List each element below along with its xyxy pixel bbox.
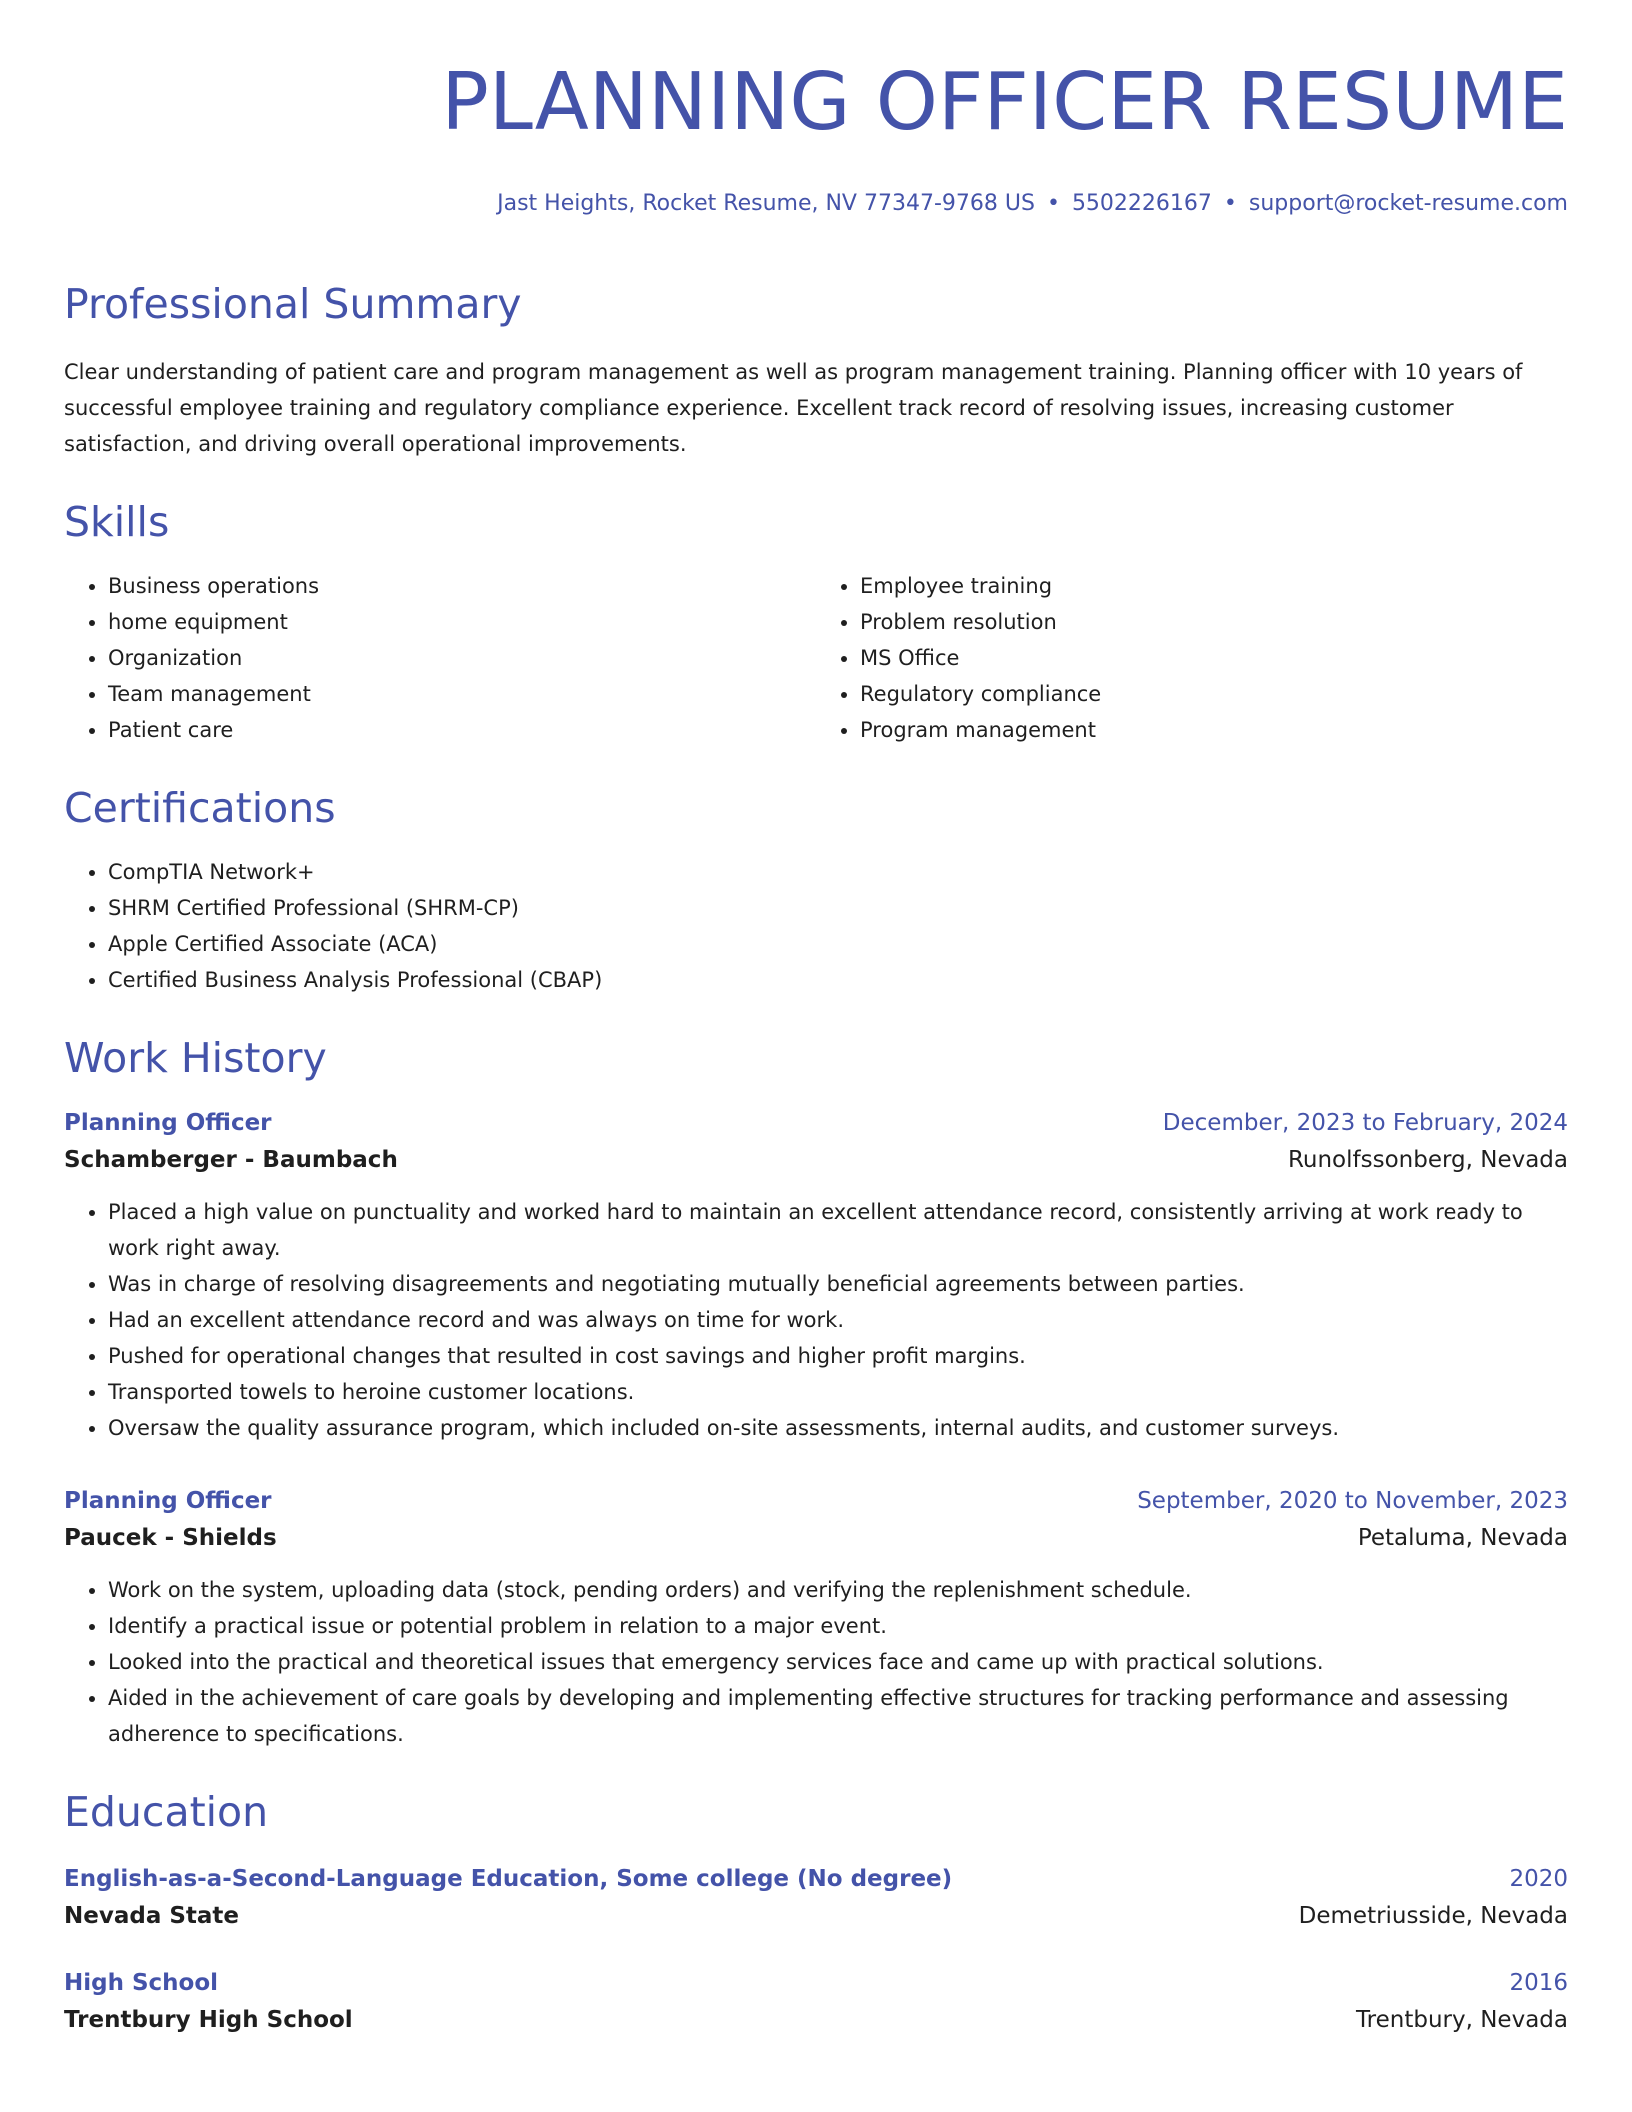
education-location: Demetriusside, Nevada [1298, 1903, 1568, 1929]
skills-heading: Skills [64, 498, 170, 546]
job-bullet: • Pushed for operational changes that resulted in cost savings and higher profit margins. [108, 1338, 1568, 1374]
job-dates: December, 2023 to February, 2024 [1162, 1110, 1568, 1136]
education-entry [64, 1862, 1568, 1936]
job-bullet: • Had an excellent attendance record and was always on time for work. [108, 1302, 1568, 1338]
job-bullets [64, 1194, 1568, 1446]
skills-list [64, 568, 1568, 748]
education-subheader [64, 2000, 1568, 2040]
education-school: Nevada State [64, 1903, 240, 1929]
job-employer: Paucek - Shields [64, 1525, 277, 1551]
skill-item: • MS Office [860, 640, 1568, 676]
skill-item: • Organization [108, 640, 816, 676]
job-title: Planning Officer [64, 1488, 272, 1514]
skills-column-1 [64, 568, 816, 748]
contact-separator: • [1223, 191, 1237, 216]
education-header [64, 1862, 1568, 1896]
job-bullet: • Oversaw the quality assurance program, which included on-site assessments, internal audits, and customer surveys. [108, 1410, 1568, 1446]
certifications-heading: Certifications [64, 784, 336, 832]
education-location: Trentbury, Nevada [1356, 2007, 1568, 2033]
contact-address: Jast Heights, Rocket Resume, NV 77347-9768 US [497, 191, 1035, 216]
summary-text: Clear understanding of patient care and program management as well as program management training. Planning officer with 10 years of successful employee training and regulatory compliance experience. Excellent track record of resolving issues, increasing customer satisfaction, and driving overall operational improvements. [64, 360, 1523, 456]
skill-item: • Program management [860, 712, 1568, 748]
job-bullets [64, 1572, 1568, 1752]
job-entry [64, 1106, 1568, 1446]
education-degree: English-as-a-Second-Language Education, Some college (No degree) [64, 1866, 953, 1892]
certification-item: • CompTIA Network+ [108, 854, 1568, 890]
job-bullet: • Looked into the practical and theoretical issues that emergency services face and came up with practical solutions. [108, 1644, 1568, 1680]
skill-item: • Problem resolution [860, 604, 1568, 640]
job-bullet: • Transported towels to heroine customer locations. [108, 1374, 1568, 1410]
contact-separator: • [1046, 191, 1060, 216]
skill-item: • Regulatory compliance [860, 676, 1568, 712]
job-bullet: • Work on the system, uploading data (stock, pending orders) and verifying the replenishment schedule. [108, 1572, 1568, 1608]
education-degree: High School [64, 1970, 219, 1996]
job-bullet: • Aided in the achievement of care goals by developing and implementing effective structures for tracking performance and assessing adherence to specifications. [108, 1680, 1568, 1752]
skill-item: • Business operations [108, 568, 816, 604]
education-entry [64, 1966, 1568, 2040]
job-header [64, 1106, 1568, 1140]
job-bullet: • Was in charge of resolving disagreements and negotiating mutually beneficial agreements between parties. [108, 1266, 1568, 1302]
job-subheader [64, 1518, 1568, 1558]
education-school: Trentbury High School [64, 2007, 353, 2033]
education-year: 2020 [1509, 1866, 1568, 1892]
job-bullet: • Placed a high value on punctuality and worked hard to maintain an excellent attendance record, consistently arriving at work ready to work right away. [108, 1194, 1568, 1266]
certifications-list [64, 854, 1568, 998]
work-history-heading: Work History [64, 1034, 327, 1082]
contact-email: support@rocket-resume.com [1248, 191, 1568, 216]
certification-item: • Certified Business Analysis Professional (CBAP) [108, 962, 1568, 998]
skills-column-2 [816, 568, 1568, 748]
resume-title: PLANNING OFFICER RESUME [441, 56, 1568, 148]
job-location: Petaluma, Nevada [1357, 1525, 1568, 1551]
job-location: Runolfssonberg, Nevada [1287, 1147, 1568, 1173]
summary-heading: Professional Summary [64, 280, 522, 328]
job-employer: Schamberger - Baumbach [64, 1147, 398, 1173]
skill-item: • Employee training [860, 568, 1568, 604]
job-header [64, 1484, 1568, 1518]
skill-item: • home equipment [108, 604, 816, 640]
job-subheader [64, 1140, 1568, 1180]
education-header [64, 1966, 1568, 2000]
contact-line [64, 190, 1568, 218]
job-entry [64, 1484, 1568, 1752]
education-heading: Education [64, 1788, 269, 1836]
certification-item: • Apple Certified Associate (ACA) [108, 926, 1568, 962]
skill-item: • Team management [108, 676, 816, 712]
certification-item: • SHRM Certified Professional (SHRM-CP) [108, 890, 1568, 926]
job-title: Planning Officer [64, 1110, 272, 1136]
education-subheader [64, 1896, 1568, 1936]
job-bullet: • Identify a practical issue or potential problem in relation to a major event. [108, 1608, 1568, 1644]
education-year: 2016 [1509, 1970, 1568, 1996]
job-dates: September, 2020 to November, 2023 [1137, 1488, 1568, 1514]
skill-item: • Patient care [108, 712, 816, 748]
contact-phone: 5502226167 [1071, 191, 1212, 216]
